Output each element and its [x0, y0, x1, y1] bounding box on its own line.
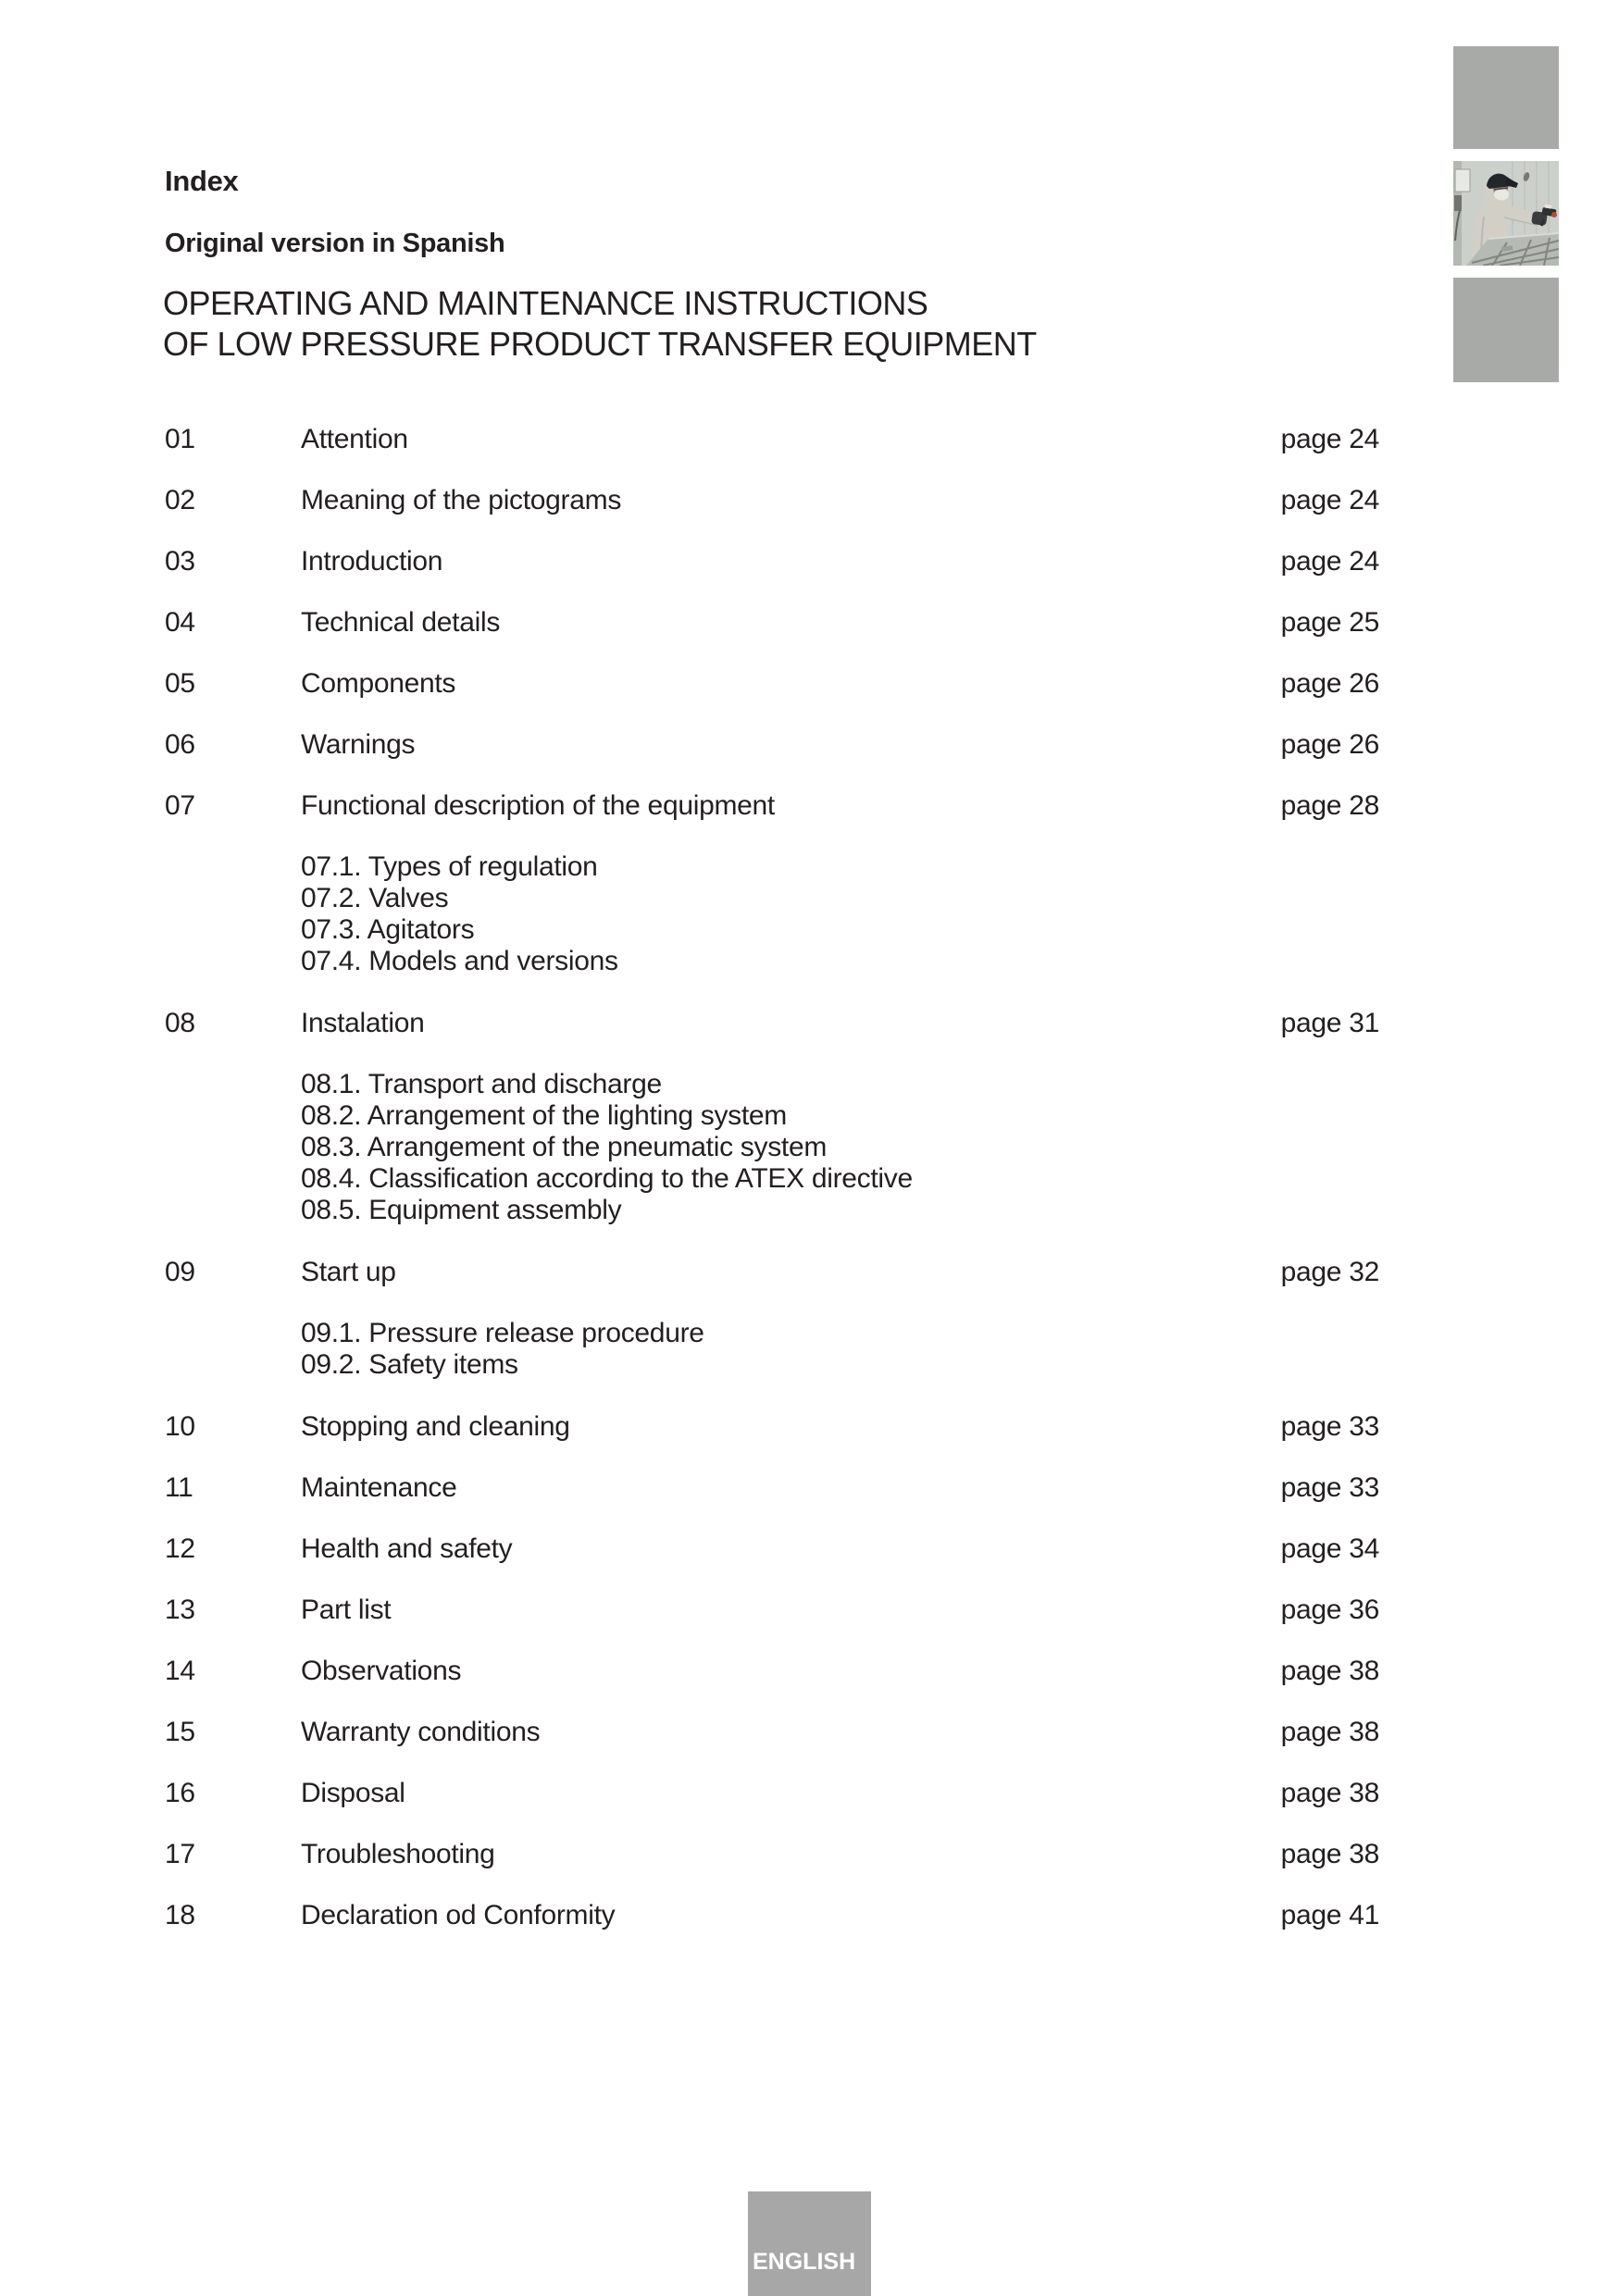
toc-item-page: page 26 [1280, 729, 1379, 760]
toc-item-number: 18 [165, 1900, 195, 1930]
toc-item-label: Disposal [301, 1778, 405, 1808]
english-language-tab [748, 2191, 871, 2296]
toc-item-label: Declaration od Conformity [301, 1900, 616, 1930]
toc-item-number: 10 [165, 1411, 195, 1442]
toc-item-page: page 24 [1280, 424, 1379, 454]
toc-item-label: Start up [301, 1257, 396, 1287]
toc-row [165, 1900, 1379, 1934]
toc-row [165, 1411, 1379, 1446]
toc-item-page: page 25 [1280, 607, 1379, 638]
toc-item-number: 12 [165, 1533, 195, 1564]
toc-row [165, 1472, 1379, 1507]
toc-item-page: page 34 [1280, 1533, 1379, 1564]
english-language-label: ENGLISH [753, 2249, 856, 2275]
toc-item-page: page 38 [1280, 1717, 1379, 1747]
toc-subitem-list [301, 851, 1379, 977]
toc-row [165, 1595, 1379, 1629]
toc-row [165, 424, 1379, 458]
toc-item-label: Components [301, 668, 456, 699]
toc-item-page: page 38 [1280, 1839, 1379, 1869]
toc-row [165, 485, 1379, 519]
toc-item-number: 08 [165, 1008, 195, 1038]
toc-row [165, 1008, 1379, 1042]
toc-subitem: 09.1. Pressure release procedure [301, 1318, 704, 1348]
toc-item-number: 09 [165, 1257, 195, 1287]
toc-item-number: 07 [165, 790, 195, 821]
toc-item-label: Introduction [301, 546, 443, 577]
toc-item-label: Troubleshooting [301, 1839, 495, 1869]
toc-item-page: page 38 [1280, 1778, 1379, 1808]
toc-subitem: 07.3. Agitators [301, 914, 475, 945]
toc-item-page: page 41 [1280, 1900, 1379, 1930]
toc-list [165, 424, 1379, 1961]
toc-item-label: Functional description of the equipment [301, 790, 775, 821]
toc-subitem: 08.4. Classification according to the ATEX directive [301, 1163, 913, 1194]
toc-row [165, 790, 1379, 825]
toc-item-number: 06 [165, 729, 195, 760]
decorative-gray-square-bottom [1453, 278, 1559, 382]
toc-row [165, 1839, 1379, 1873]
toc-item-page: page 26 [1280, 668, 1379, 699]
toc-item-number: 17 [165, 1839, 195, 1869]
toc-item-page: page 24 [1280, 546, 1379, 577]
toc-row [165, 607, 1379, 641]
toc-item-label: Technical details [301, 607, 501, 638]
toc-item-page: page 38 [1280, 1656, 1379, 1686]
toc-subitem: 08.1. Transport and discharge [301, 1069, 662, 1099]
toc-row [165, 546, 1379, 580]
toc-subitem: 08.5. Equipment assembly [301, 1195, 622, 1225]
toc-item-page: page 32 [1280, 1257, 1379, 1287]
toc-item-label: Warranty conditions [301, 1717, 541, 1747]
toc-subitem-list [301, 1069, 1379, 1226]
toc-item-page: page 33 [1280, 1472, 1379, 1503]
toc-item-number: 14 [165, 1656, 195, 1686]
toc-item-label: Stopping and cleaning [301, 1411, 570, 1442]
toc-item-number: 05 [165, 668, 195, 699]
toc-item-number: 11 [165, 1472, 193, 1503]
toc-subitem: 08.2. Arrangement of the lighting system [301, 1100, 787, 1131]
toc-row [165, 1257, 1379, 1291]
toc-item-page: page 36 [1280, 1595, 1379, 1625]
toc-item-page: page 31 [1280, 1008, 1379, 1038]
worker-spray-painting-photo [1453, 161, 1559, 266]
toc-item-label: Part list [301, 1595, 392, 1625]
toc-item-number: 01 [165, 424, 195, 454]
toc-item-page: page 28 [1280, 790, 1379, 821]
toc-item-number: 13 [165, 1595, 195, 1625]
toc-item-label: Meaning of the pictograms [301, 485, 622, 515]
toc-item-label: Maintenance [301, 1472, 457, 1503]
original-version-note: Original version in Spanish [165, 229, 505, 258]
toc-row [165, 729, 1379, 763]
toc-item-label: Health and safety [301, 1533, 513, 1564]
toc-item-label: Warnings [301, 729, 416, 760]
document-title [163, 283, 1037, 365]
toc-item-label: Observations [301, 1656, 462, 1686]
toc-item-label: Instalation [301, 1008, 425, 1038]
toc-subitem: 07.2. Valves [301, 883, 449, 913]
toc-subitem-list [301, 1318, 1379, 1381]
document-title-line1: OPERATING AND MAINTENANCE INSTRUCTIONS [163, 284, 928, 322]
toc-item-number: 16 [165, 1778, 195, 1808]
decorative-gray-square-top [1453, 46, 1559, 149]
toc-row [165, 1656, 1379, 1690]
toc-item-number: 03 [165, 546, 195, 577]
toc-item-number: 02 [165, 485, 195, 515]
toc-item-number: 15 [165, 1717, 195, 1747]
toc-subitem: 07.1. Types of regulation [301, 851, 598, 882]
toc-row [165, 1717, 1379, 1751]
toc-row [165, 1778, 1379, 1812]
toc-subitem: 09.2. Safety items [301, 1349, 518, 1380]
toc-item-page: page 33 [1280, 1411, 1379, 1442]
side-decoration-column [1453, 46, 1559, 382]
index-heading: Index [165, 165, 239, 197]
toc-item-page: page 24 [1280, 485, 1379, 515]
toc-item-number: 04 [165, 607, 195, 638]
toc-row [165, 668, 1379, 702]
document-title-line2: OF LOW PRESSURE PRODUCT TRANSFER EQUIPMENT [163, 325, 1037, 363]
toc-subitem: 07.4. Models and versions [301, 946, 618, 976]
toc-row [165, 1533, 1379, 1568]
toc-item-label: Attention [301, 424, 408, 454]
toc-subitem: 08.3. Arrangement of the pneumatic system [301, 1132, 828, 1162]
